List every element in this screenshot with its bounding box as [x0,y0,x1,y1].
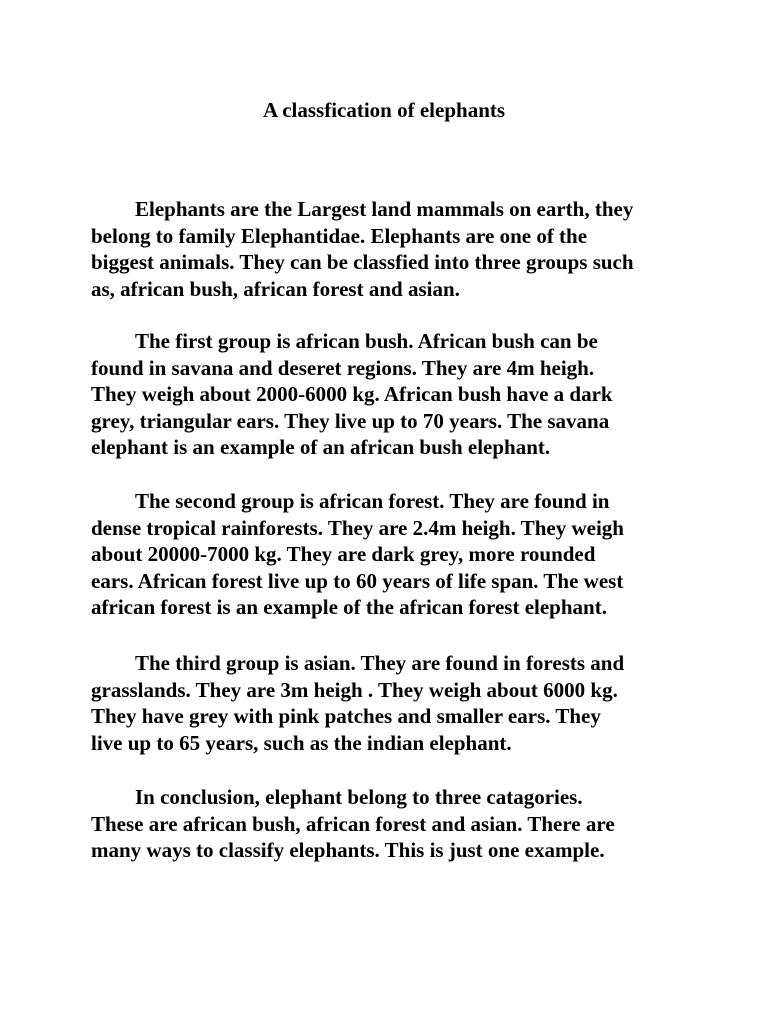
paragraph-line: Elephants are the Largest land mammals on earth, they [135,197,634,221]
paragraph-conclusion [91,784,691,864]
paragraph-line: The third group is asian. They are found in forests and [135,651,625,675]
document-title: A classfication of elephants [262,98,506,122]
paragraph-line: as, african bush, african forest and asian. [91,276,460,301]
paragraph-line: They weigh about 2000-6000 kg. African bush have a dark [91,382,613,406]
paragraph-line: ears. African forest live up to 60 years of life span. The west [91,568,624,593]
paragraph-introduction [91,196,691,302]
paragraph-line: grey, triangular ears. They live up to 70 years. The savana [91,408,610,433]
paragraph-african-forest [91,488,691,621]
paragraph-line: belong to family Elephantidae. Elephants are one of the [91,223,588,248]
paragraph-african-bush [91,328,691,461]
paragraph-line: many ways to classify elephants. This is just one example. [91,838,605,862]
paragraph-line: They have grey with pink patches and smaller ears. They [91,704,601,728]
paragraph-line: dense tropical rainforests. They are 2.4m heigh. They weigh [91,515,624,540]
paragraph-line: elephant is an example of an african bush elephant. [91,435,551,459]
paragraph-line: live up to 65 years, such as the indian elephant. [91,730,512,755]
paragraph-line: biggest animals. They can be classfied into three groups such [91,250,634,274]
paragraph-line: The second group is african forest. They are found in [135,489,610,513]
paragraph-line: grasslands. They are 3m heigh . They weigh about 6000 kg. [91,677,618,702]
paragraph-line: found in savana and deseret regions. They are 4m heigh. [91,355,595,380]
paragraph-asian [91,650,691,756]
paragraph-line: These are african bush, african forest and asian. There are [91,811,615,836]
paragraph-line: about 20000-7000 kg. They are dark grey, more rounded [91,542,596,566]
paragraph-line: In conclusion, elephant belong to three catagories. [135,785,583,809]
paragraph-line: african forest is an example of the african forest elephant. [91,595,607,619]
paragraph-line: The first group is african bush. African bush can be [135,329,598,353]
